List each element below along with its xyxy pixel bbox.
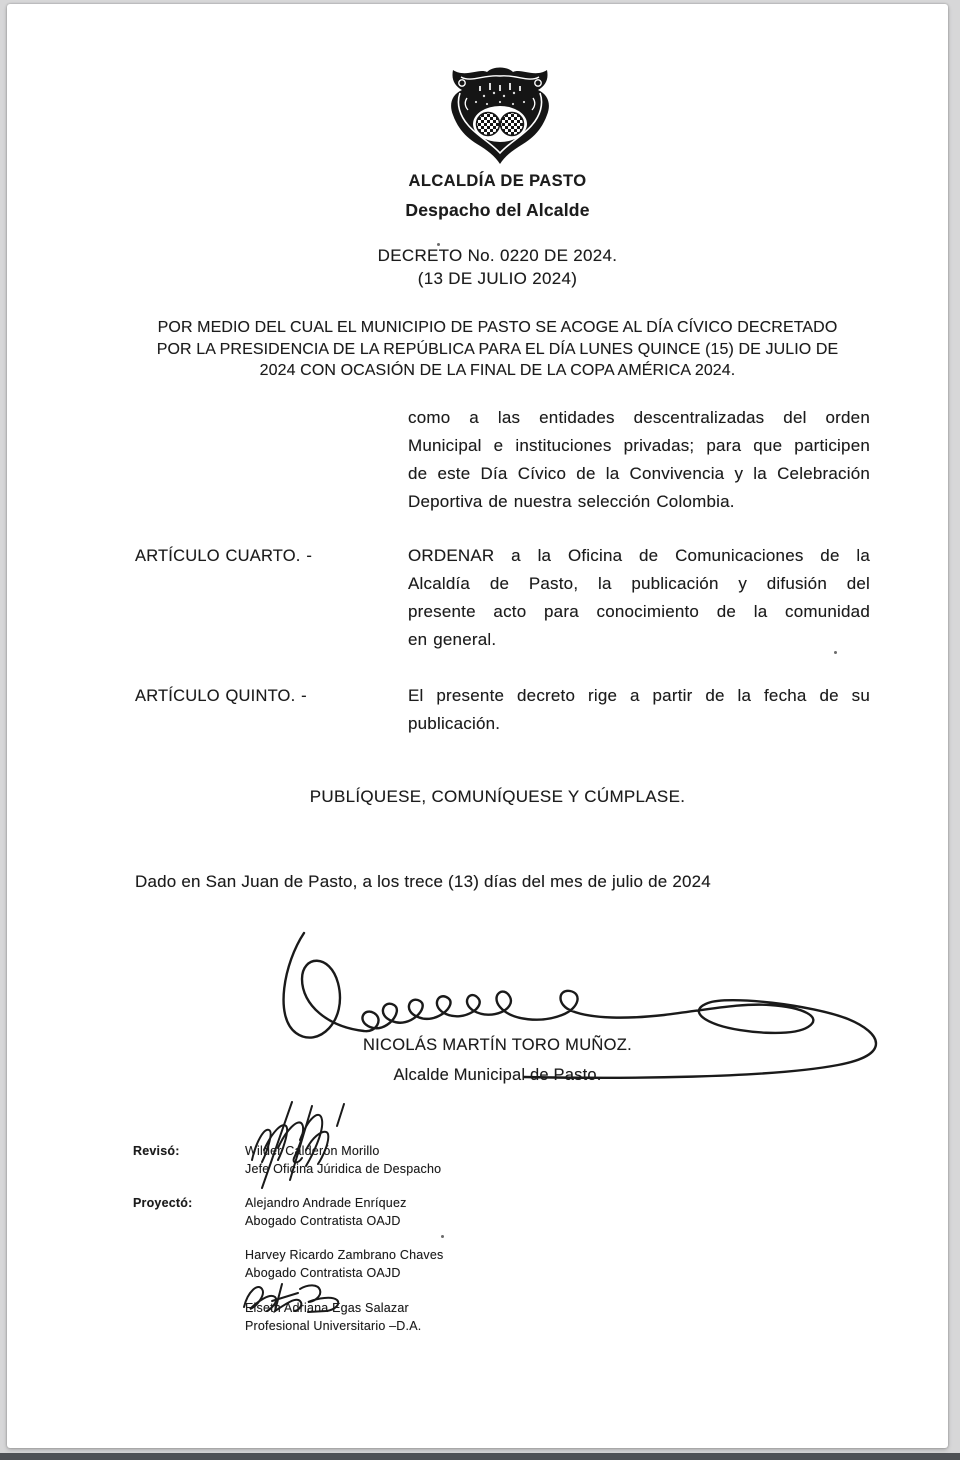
decree-date: (13 DE JULIO 2024) — [417, 269, 578, 288]
viewer-bottom-bar — [0, 1453, 960, 1460]
decree-number: DECRETO No. 0220 DE 2024. — [377, 246, 618, 265]
scan-artifact-dot — [437, 243, 440, 246]
reviewed-entry — [245, 1142, 441, 1178]
drafter-name: Elseth Adriana Egas Salazar — [245, 1301, 409, 1315]
article-label: ARTÍCULO QUINTO. - — [135, 687, 307, 705]
drafter-title: Abogado Contratista OAJD — [245, 1266, 401, 1280]
org-name: ALCALDÍA DE PASTO — [408, 172, 587, 190]
reviewed-label: Revisó: — [133, 1144, 180, 1158]
scanned-decree-page — [7, 4, 948, 1448]
reviewer-name: Wilder Calderón Morillo — [245, 1144, 380, 1158]
article-label: ARTÍCULO CUARTO. - — [135, 547, 313, 565]
closing-formula: PUBLÍQUESE, COMUNÍQUESE Y CÚMPLASE. — [309, 787, 686, 806]
drafted-entry — [245, 1194, 407, 1230]
signatory-name: NICOLÁS MARTÍN TORO MUÑOZ. — [362, 1036, 633, 1054]
decree-title: POR MEDIO DEL CUAL EL MUNICIPIO DE PASTO SE ACOGE AL DÍA CÍVICO DECRETADO POR LA PRESIDENCIA DE LA REPÚBLICA PARA EL DÍA LUNES QUINCE (15) DE JULIO DE 2024 CON OCASIÓN DE LA FINAL DE LA COPA AMÉRICA 2024. — [156, 319, 839, 379]
decree-number-block — [27, 244, 960, 290]
drafter-title: Profesional Universitario –D.A. — [245, 1319, 422, 1333]
drafter-name: Alejandro Andrade Enríquez — [245, 1196, 407, 1210]
drafted-entry — [245, 1299, 421, 1335]
continuation-paragraph: como a las entidades descentralizadas del orden Municipal e instituciones privadas; para que participen de este Día Cívico de la Convivencia y la Celebración Deportiva de nuestra selección Colombia. — [408, 408, 870, 511]
scan-artifact-dot — [441, 1235, 444, 1238]
pasto-coat-of-arms-icon — [445, 60, 555, 168]
article-text: ORDENAR a la Oficina de Comunicaciones de la Alcaldía de Pasto, la publicación y difusión del presente acto para conocimiento de la comunidad en general. — [408, 546, 870, 649]
reviewer-title: Jefe Oficina Júridica de Despacho — [245, 1162, 442, 1176]
drafted-label: Proyectó: — [133, 1196, 193, 1210]
drafter-name: Harvey Ricardo Zambrano Chaves — [245, 1248, 444, 1262]
drafted-entry — [245, 1246, 443, 1282]
scan-artifact-dot — [834, 651, 837, 654]
dateline: Dado en San Juan de Pasto, a los trece (13) días del mes de julio de 2024 — [135, 872, 711, 891]
office-name: Despacho del Alcalde — [405, 200, 590, 220]
mayor-signature-icon — [272, 921, 900, 1089]
article-text: El presente decreto rige a partir de la fecha de su publicación. — [408, 686, 870, 733]
signatory-title: Alcalde Municipal de Pasto. — [393, 1066, 602, 1084]
drafter-title: Abogado Contratista OAJD — [245, 1214, 401, 1228]
